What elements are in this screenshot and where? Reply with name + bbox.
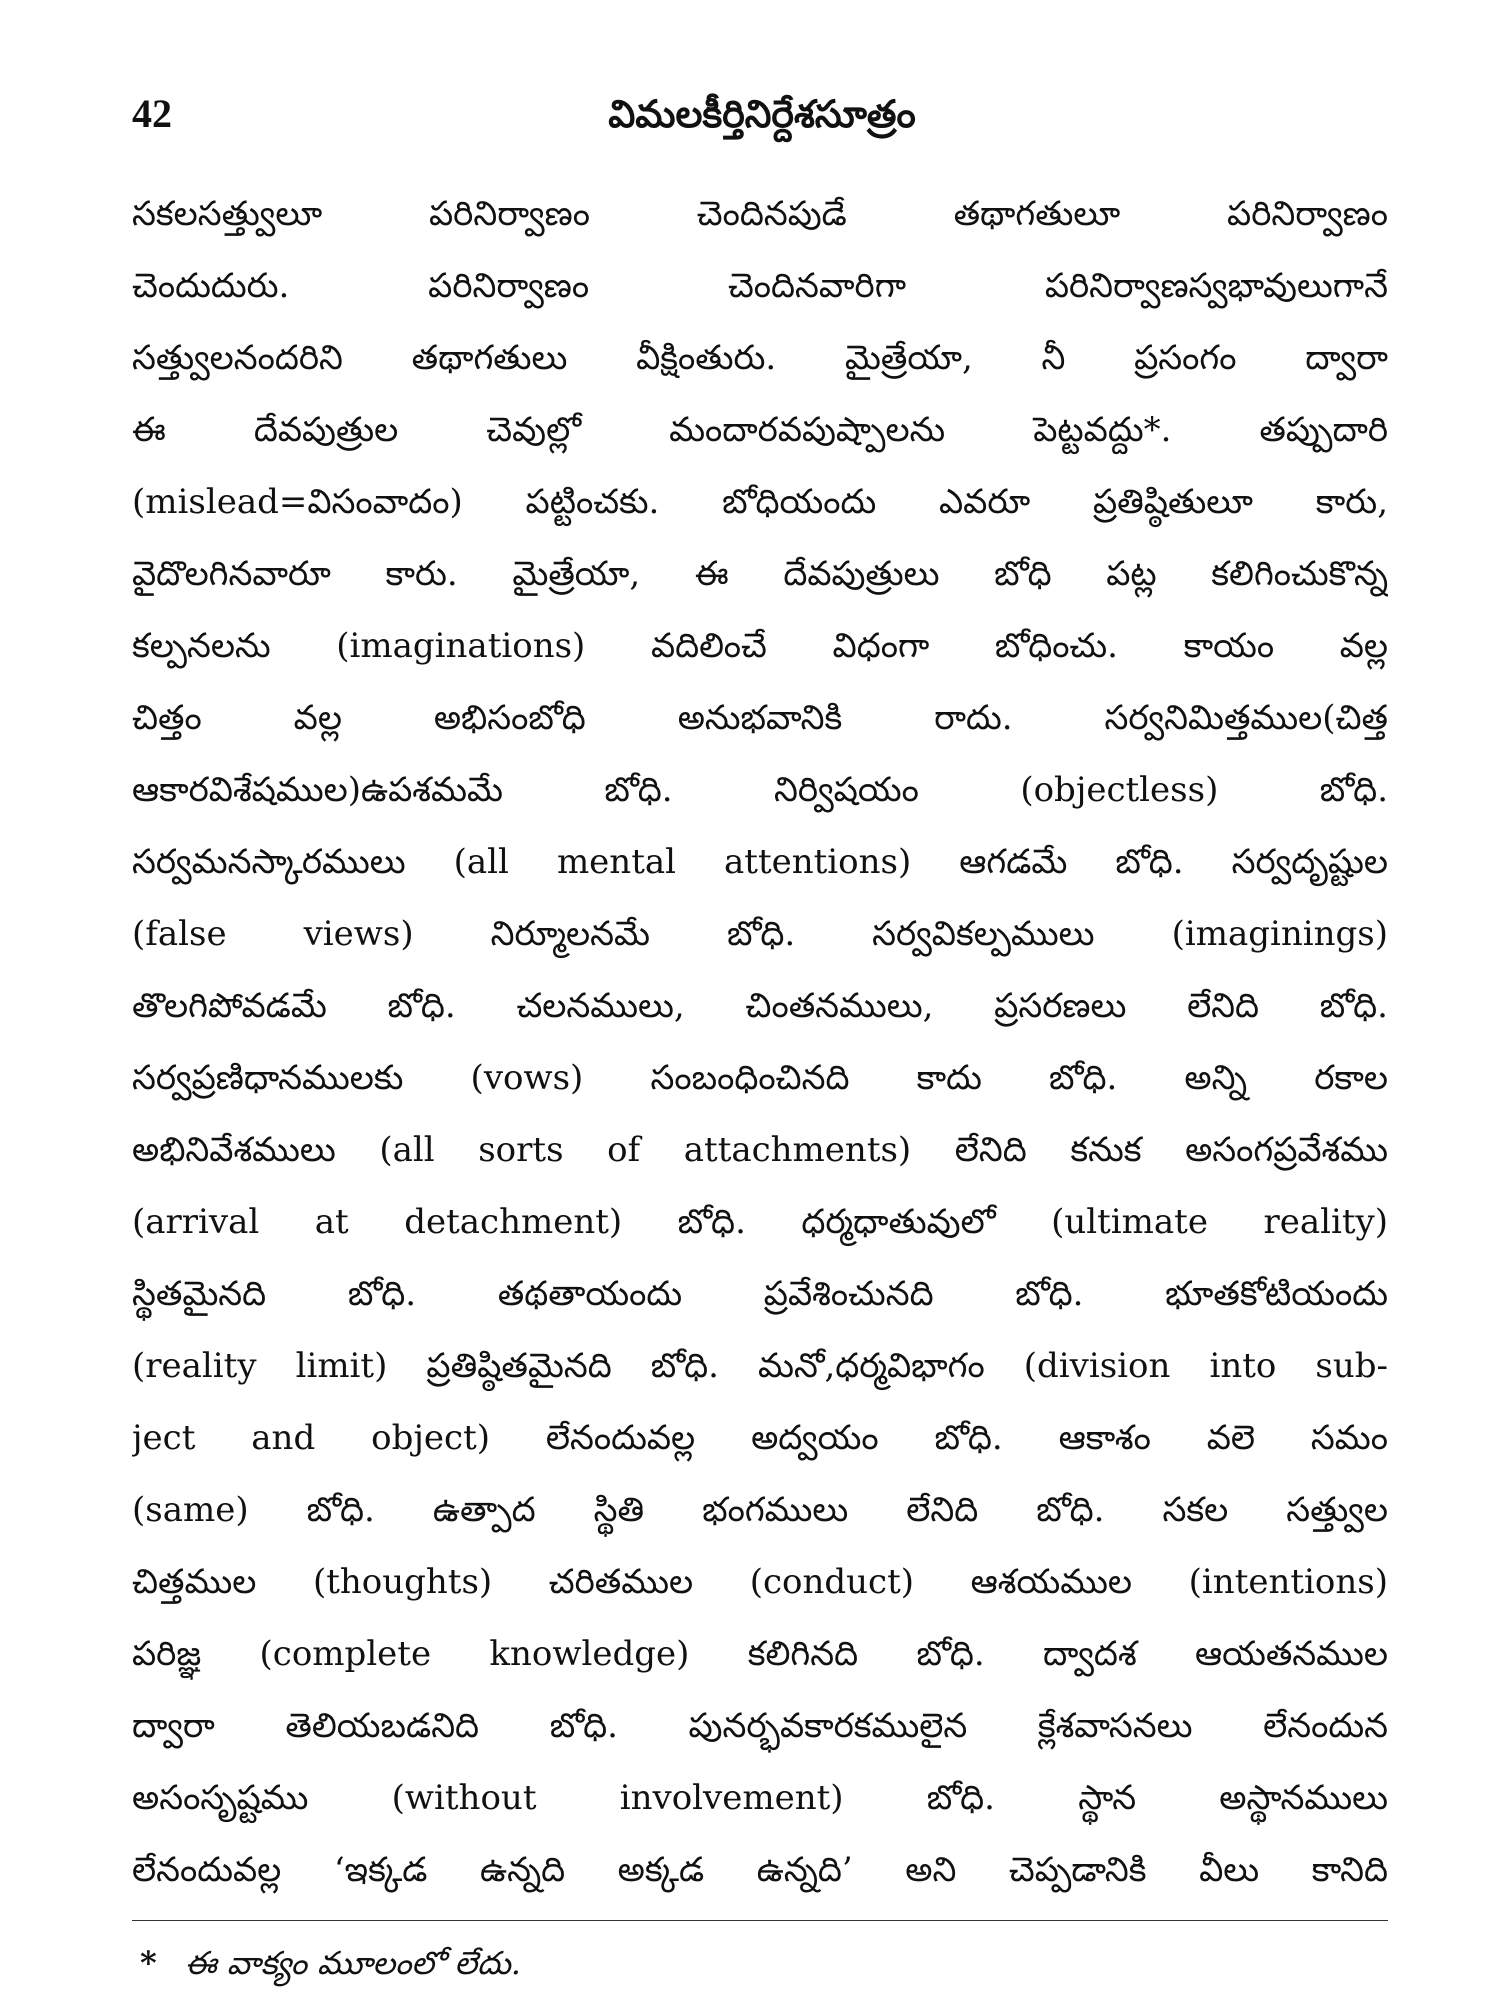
footnote bbox=[140, 1938, 1380, 1988]
text-line: సత్త్వులనందరిని తథాగతులు వీక్షింతురు. మైత్రేయా, నీ ప్రసంగం ద్వారా bbox=[132, 338, 1388, 378]
text-line: కల్పనలను (imaginations) వదిలించే విధంగా బోధించు. కాయం వల్ల bbox=[132, 626, 1388, 666]
text-line: అసంసృష్టము (without involvement) బోధి. స్థాన అస్థానములు bbox=[132, 1778, 1388, 1818]
text-line: (mislead=విసంవాదం) పట్టించకు. బోధియందు ఎవరూ ప్రతిష్ఠితులూ కారు, bbox=[132, 482, 1388, 522]
text-line: వైదొలగినవారూ కారు. మైత్రేయా, ఈ దేవపుత్రులు బోధి పట్ల కలిగించుకొన్న bbox=[132, 554, 1388, 594]
body-text bbox=[132, 178, 1388, 1906]
footnote-marker: * bbox=[140, 1944, 157, 1982]
text-line: (reality limit) ప్రతిష్ఠితమైనది బోధి. మనో,ధర్మవిభాగం (division into sub- bbox=[132, 1346, 1388, 1386]
text-line: సకలసత్త్వులూ పరినిర్వాణం చెందినపుడే తథాగతులూ పరినిర్వాణం bbox=[132, 194, 1388, 234]
text-line: చెందుదురు. పరినిర్వాణం చెందినవారిగా పరినిర్వాణస్వభావులుగానే bbox=[132, 266, 1388, 306]
text-line: లేనందువల్ల ‘ఇక్కడ ఉన్నది అక్కడ ఉన్నది’ అని చెప్పడానికి వీలు కానిది bbox=[132, 1850, 1388, 1890]
text-line: ఈ దేవపుత్రుల చెవుల్లో మందారవపుష్పాలను పెట్టవద్దు*. తప్పుదారి bbox=[132, 410, 1388, 450]
text-line: (same) బోధి. ఉత్పాద స్థితి భంగములు లేనిది బోధి. సకల సత్త్వుల bbox=[132, 1490, 1388, 1530]
footnote-divider bbox=[132, 1920, 1388, 1921]
text-line: స్థితమైనది బోధి. తథతాయందు ప్రవేశించునది బోధి. భూతకోటియందు bbox=[132, 1274, 1388, 1314]
text-line: ద్వారా తెలియబడనిది బోధి. పునర్భవకారకములైన క్లేశవాసనలు లేనందున bbox=[132, 1706, 1388, 1746]
text-line: సర్వప్రణిధానములకు (vows) సంబంధించినది కాదు బోధి. అన్ని రకాల bbox=[132, 1058, 1388, 1098]
text-line: ఆకారవిశేషముల)ఉపశమమే బోధి. నిర్విషయం (objectless) బోధి. bbox=[132, 770, 1388, 810]
text-line: చిత్తముల (thoughts) చరితముల (conduct) ఆశయముల (intentions) bbox=[132, 1562, 1388, 1602]
running-title: విమలకీర్తినిర్దేశసూత్రం bbox=[608, 91, 916, 136]
text-line: ject and object) లేనందువల్ల అద్వయం బోధి. ఆకాశం వలె సమం bbox=[132, 1418, 1388, 1458]
text-line: చిత్తం వల్ల అభిసంబోధి అనుభవానికి రాదు. సర్వనిమిత్తముల(చిత్త bbox=[132, 698, 1388, 738]
text-line: (arrival at detachment) బోధి. ధర్మధాతువులో (ultimate reality) bbox=[132, 1202, 1388, 1242]
page-number: 42 bbox=[132, 91, 172, 136]
text-line: (false views) నిర్మూలనమే బోధి. సర్వవికల్పములు (imaginings) bbox=[132, 914, 1388, 954]
text-line: పరిజ్ఞ (complete knowledge) కలిగినది బోధి. ద్వాదశ ఆయతనముల bbox=[132, 1634, 1388, 1674]
footnote-text: ఈ వాక్యం మూలంలో లేదు. bbox=[184, 1944, 521, 1982]
page-header bbox=[132, 84, 1392, 144]
text-line: సర్వమనస్కారములు (all mental attentions) ఆగడమే బోధి. సర్వదృష్టుల bbox=[132, 842, 1388, 882]
text-line: తొలగిపోవడమే బోధి. చలనములు, చింతనములు, ప్రసరణలు లేనిది బోధి. bbox=[132, 986, 1388, 1026]
text-line: అభినివేశములు (all sorts of attachments) లేనిది కనుక అసంగప్రవేశము bbox=[132, 1130, 1388, 1170]
